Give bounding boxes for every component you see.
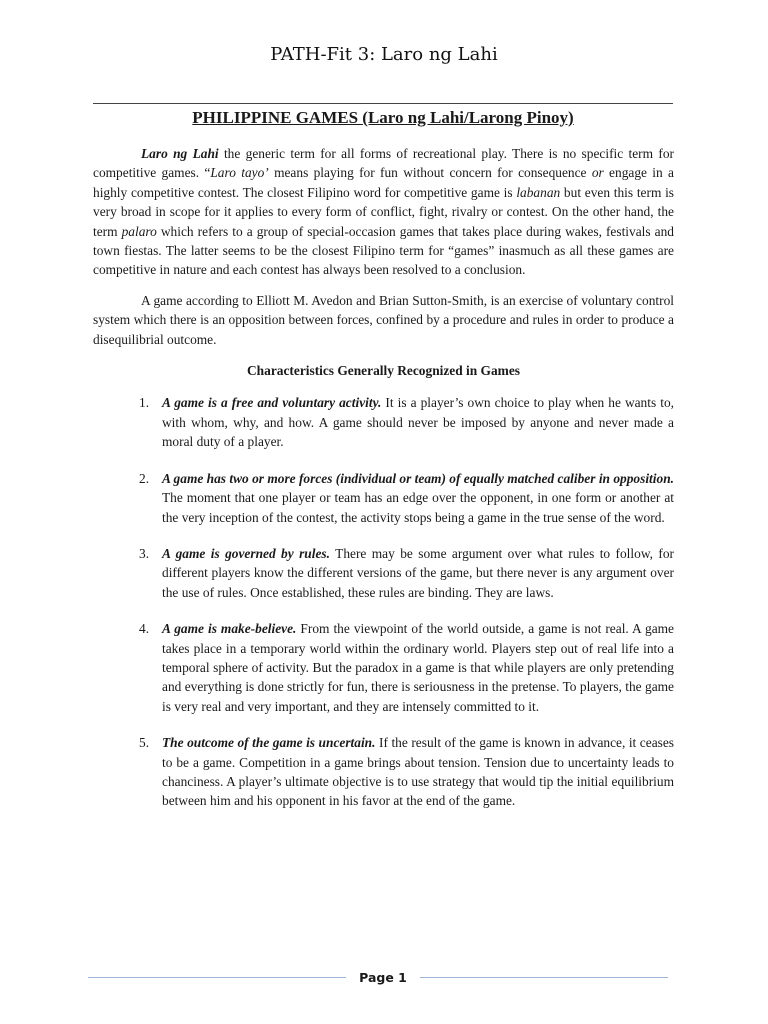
list-item-number: 1. bbox=[139, 395, 150, 411]
characteristics-list bbox=[93, 393, 674, 810]
list-item-lead: A game is a free and voluntary activity. bbox=[162, 395, 382, 411]
list-item-text: The moment that one player or team has an edge over the opponent, in one form or another at the very inception of the contest, the activity stops being a game in the true sense of the word. bbox=[162, 490, 674, 525]
list-item-text: There may be some argument over what rules to follow, for different players know the different versions of the game, but there never is any argument over the use of rules. Once established, these rules are binding. They are laws. bbox=[162, 545, 674, 600]
characteristics-heading: Characteristics Generally Recognized in Games bbox=[247, 363, 520, 379]
term-labanan: labanan bbox=[516, 184, 561, 200]
intro-paragraph: Laro ng Lahi the generic term for all forms of recreational play. There is no specific term for competitive games. “Laro tayo’ means playing for fun without concern for consequence or engage in a highly competitive contest. The closest Filipino word for competitive game is labanan but even this term is very broad in scope for it applies to every form of conflict, fight, rivalry or contest. On the other hand, the term palaro which refers to a group of special-occasion games that takes place during wakes, festivals and town fiestas. The latter seems to be the closest Filipino term for “games” inasmuch as all these games are competitive in nature and each contest has always been resolved to a conclusion. bbox=[93, 146, 675, 278]
list-item-number: 2. bbox=[139, 470, 150, 486]
document-body bbox=[93, 144, 674, 828]
list-item bbox=[93, 544, 674, 602]
header-title: PATH-Fit 3: Laro ng Lahi bbox=[270, 44, 498, 65]
list-item bbox=[93, 469, 674, 527]
page-number: Page 1 bbox=[346, 970, 420, 985]
term-laro-ng-lahi: Laro ng Lahi bbox=[141, 146, 219, 161]
list-item-number: 5. bbox=[139, 735, 150, 751]
list-item bbox=[93, 733, 674, 811]
term-palaro: palaro bbox=[121, 223, 157, 239]
list-item-text: If the result of the game is known in advance, it ceases to be a game. Competition in a game brings about tension. Tension due to uncertainty leads to chanciness. A player’s ultimate objective is to use strategy that would tip the initial equilibrium between him and his opponent in his favor at the end of the game. bbox=[162, 735, 675, 809]
header-divider bbox=[93, 103, 673, 104]
definition-paragraph: A game according to Elliott M. Avedon and Brian Sutton-Smith, is an exercise of voluntary control system which there is an opposition between forces, confined by a procedure and rules in order to produce a disequilibrial outcome. bbox=[93, 292, 674, 347]
term-laro-tayo: Laro tayo’ bbox=[210, 165, 269, 181]
list-item-text: From the viewpoint of the world outside, a game is not real. A game takes place in a temporary world within the ordinary world. Players step out of real life into a temporal sphere of activity. But the paradox in a game is that while players are only pretending and everything is done strictly for fun, there is seriousness in the pretense. To players, the game is very real and very important, and they are intensely committed to it. bbox=[162, 621, 674, 714]
list-item bbox=[93, 393, 674, 451]
list-item-lead: A game is make-believe. bbox=[162, 621, 297, 637]
list-item bbox=[93, 619, 674, 716]
list-item-number: 3. bbox=[139, 545, 150, 561]
list-item-lead: The outcome of the game is uncertain. bbox=[162, 735, 376, 751]
list-item-number: 4. bbox=[139, 621, 150, 637]
list-item-lead: A game has two or more forces (individual or team) of equally matched caliber in opposition. bbox=[162, 470, 674, 486]
document-title: PHILIPPINE GAMES (Laro ng Lahi/Larong Pinoy) bbox=[192, 108, 574, 127]
list-item-lead: A game is governed by rules. bbox=[162, 545, 330, 561]
list-item-text: It is a player’s own choice to play when he wants to, with whom, why, and how. A game should never be imposed by anyone and never made a moral duty of a player. bbox=[162, 395, 674, 450]
